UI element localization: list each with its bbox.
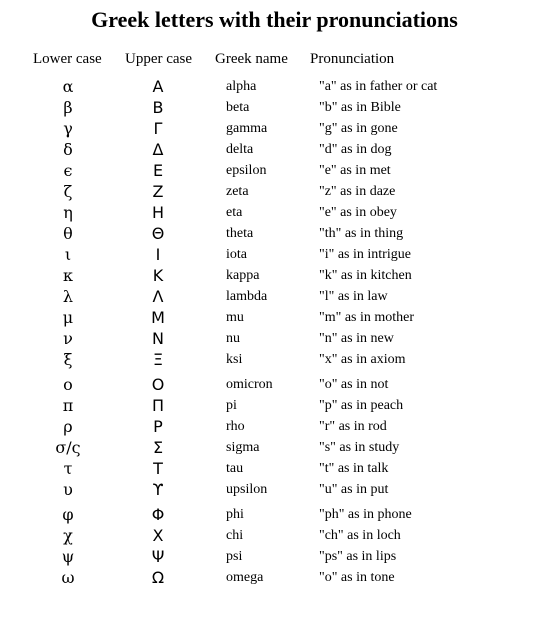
upper-case-letter: Χ	[152, 526, 164, 545]
pronunciation: "r" as in rod	[319, 419, 387, 434]
table-row	[0, 223, 549, 244]
greek-name: psi	[226, 549, 243, 564]
lower-case-letter: σ/ς	[55, 438, 81, 457]
pronunciation: "k" as in kitchen	[319, 268, 412, 283]
upper-case-letter: Ζ	[152, 182, 164, 201]
greek-name: chi	[226, 528, 244, 543]
greek-name: iota	[226, 247, 247, 262]
pronunciation: "e" as in obey	[319, 205, 397, 220]
greek-name: omega	[226, 570, 264, 585]
pronunciation: "ph" as in phone	[319, 507, 412, 522]
pronunciation: "x" as in axiom	[319, 352, 406, 367]
greek-name: omicron	[226, 377, 273, 392]
greek-name: delta	[226, 142, 254, 157]
page-title: Greek letters with their pronunciations	[91, 7, 458, 32]
table-row	[0, 395, 549, 416]
upper-case-letter: Τ	[153, 459, 163, 478]
table-row	[0, 437, 549, 458]
table-row	[0, 286, 549, 307]
pronunciation: "d" as in dog	[319, 142, 392, 157]
pronunciation: "th" as in thing	[319, 226, 404, 241]
pronunciation: "m" as in mother	[319, 310, 415, 325]
pronunciation: "e" as in met	[319, 163, 391, 178]
lower-case-letter: θ	[63, 224, 73, 243]
table-row	[0, 160, 549, 181]
greek-name: tau	[226, 461, 244, 476]
upper-case-letter: Α	[152, 77, 164, 96]
lower-case-letter: η	[63, 203, 73, 222]
lower-case-letter: β	[63, 98, 73, 117]
pronunciation: "z" as in daze	[319, 184, 396, 199]
lower-case-letter: υ	[63, 480, 73, 499]
greek-name: nu	[226, 331, 240, 346]
lower-case-letter: ν	[63, 329, 73, 348]
pronunciation: "i" as in intrigue	[319, 247, 411, 262]
table-row	[0, 328, 549, 349]
lower-case-letter: ζ	[63, 182, 73, 201]
greek-name: epsilon	[226, 163, 267, 178]
lower-case-letter: α	[62, 77, 74, 96]
upper-case-letter: Π	[151, 396, 165, 415]
table-row	[0, 118, 549, 139]
pronunciation: "ps" as in lips	[319, 549, 397, 564]
lower-case-letter: τ	[63, 459, 73, 478]
greek-name: lambda	[226, 289, 268, 304]
greek-name: rho	[226, 419, 245, 434]
upper-case-letter: Σ	[152, 438, 164, 457]
greek-name: sigma	[226, 440, 260, 455]
pronunciation: "b" as in Bible	[319, 100, 401, 115]
lower-case-letter: ξ	[63, 350, 73, 369]
letters-table	[0, 76, 549, 588]
table-row	[0, 525, 549, 546]
upper-case-letter: ϒ	[152, 480, 164, 499]
pronunciation: "s" as in study	[319, 440, 400, 455]
upper-case-letter: Ν	[152, 329, 164, 348]
upper-case-letter: Ε	[152, 161, 164, 180]
upper-case-letter: Δ	[152, 140, 164, 159]
pronunciation: "l" as in law	[319, 289, 388, 304]
lower-case-letter: ω	[61, 568, 75, 587]
pronunciation: "o" as in not	[319, 377, 389, 392]
table-row	[0, 202, 549, 223]
greek-name: theta	[226, 226, 254, 241]
table-row	[0, 546, 549, 567]
table-row	[0, 416, 549, 437]
pronunciation: "p" as in peach	[319, 398, 404, 413]
column-header-pronunciation: Pronunciation	[310, 51, 395, 67]
upper-case-letter: Ψ	[151, 547, 165, 566]
upper-case-letter: Γ	[153, 119, 163, 138]
lower-case-letter: π	[62, 396, 74, 415]
upper-case-letter: Λ	[152, 287, 164, 306]
lower-case-letter: ρ	[63, 417, 73, 436]
upper-case-letter: Ρ	[153, 417, 163, 436]
lower-case-letter: ψ	[61, 547, 75, 566]
upper-case-letter: Ο	[151, 375, 165, 394]
table-row	[0, 504, 549, 525]
greek-name: mu	[226, 310, 244, 325]
table-row	[0, 374, 549, 395]
pronunciation: "o" as in tone	[319, 570, 395, 585]
greek-name: alpha	[226, 79, 257, 94]
column-header-upper-case: Upper case	[125, 51, 193, 67]
upper-case-letter: Θ	[151, 224, 165, 243]
lower-case-letter: γ	[63, 119, 73, 138]
pronunciation: "t" as in talk	[319, 461, 389, 476]
pronunciation: "a" as in father or cat	[319, 79, 438, 94]
greek-name: ksi	[226, 352, 243, 367]
lower-case-letter: ο	[63, 375, 73, 394]
pronunciation: "n" as in new	[319, 331, 394, 346]
table-row	[0, 349, 549, 370]
table-row	[0, 181, 549, 202]
pronunciation: "u" as in put	[319, 482, 389, 497]
upper-case-letter: Β	[152, 98, 164, 117]
column-header-greek-name: Greek name	[215, 51, 288, 67]
table-row	[0, 265, 549, 286]
greek-name: phi	[226, 507, 244, 522]
lower-case-letter: ϵ	[63, 161, 73, 180]
greek-name: upsilon	[226, 482, 268, 497]
lower-case-letter: χ	[63, 526, 73, 545]
table-row	[0, 97, 549, 118]
upper-case-letter: Ξ	[152, 350, 164, 369]
table-row	[0, 244, 549, 265]
greek-name: kappa	[226, 268, 260, 283]
table-row	[0, 76, 549, 97]
column-header-lower-case: Lower case	[33, 51, 102, 67]
lower-case-letter: λ	[62, 287, 74, 306]
greek-name: gamma	[226, 121, 268, 136]
upper-case-letter: Κ	[152, 266, 164, 285]
table-row	[0, 458, 549, 479]
lower-case-letter: ι	[64, 245, 72, 264]
greek-name: beta	[226, 100, 250, 115]
upper-case-letter: Η	[151, 203, 165, 222]
lower-case-letter: δ	[63, 140, 73, 159]
upper-case-letter: Φ	[151, 505, 165, 524]
pronunciation: "g" as in gone	[319, 121, 398, 136]
lower-case-letter: μ	[62, 308, 74, 327]
lower-case-letter: κ	[63, 266, 73, 285]
upper-case-letter: Μ	[151, 308, 165, 327]
pronunciation: "ch" as in loch	[319, 528, 401, 543]
greek-name: zeta	[226, 184, 249, 199]
table-row	[0, 139, 549, 160]
upper-case-letter: Ω	[151, 568, 165, 587]
lower-case-letter: φ	[62, 505, 74, 524]
table-row	[0, 479, 549, 500]
greek-name: pi	[226, 398, 237, 413]
table-row	[0, 567, 549, 588]
greek-name: eta	[226, 205, 243, 220]
table-row	[0, 307, 549, 328]
upper-case-letter: Ι	[155, 245, 161, 264]
